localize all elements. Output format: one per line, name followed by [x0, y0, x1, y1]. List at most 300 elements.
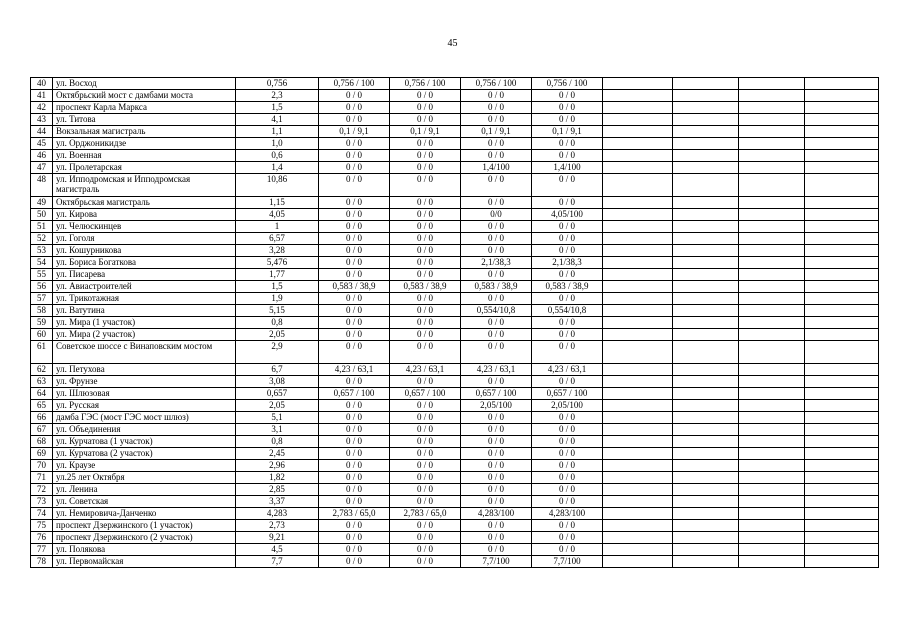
empty-cell: [739, 532, 805, 544]
empty-cell: [739, 448, 805, 460]
empty-cell: [739, 460, 805, 472]
value-cell-4: 0 / 0: [532, 317, 603, 329]
row-number-cell: 40: [31, 78, 53, 90]
value-cell-3: 1,4/100: [461, 162, 532, 174]
table-row: [31, 400, 879, 412]
empty-cell: [805, 197, 879, 209]
empty-cell: [739, 544, 805, 556]
row-number-cell: 64: [31, 388, 53, 400]
street-name-cell: ул. Петухова: [53, 364, 236, 376]
value-cell-1: 0 / 0: [319, 114, 390, 126]
empty-cell: [739, 197, 805, 209]
value-cell-4: 0 / 0: [532, 174, 603, 197]
empty-cell: [805, 448, 879, 460]
empty-cell: [603, 496, 673, 508]
value-cell-2: 0 / 0: [390, 496, 461, 508]
value-cell-4: 0 / 0: [532, 424, 603, 436]
empty-cell: [805, 138, 879, 150]
empty-cell: [673, 162, 739, 174]
empty-cell: [805, 269, 879, 281]
empty-cell: [673, 126, 739, 138]
value-cell-4: 0 / 0: [532, 341, 603, 364]
length-cell: 1,1: [236, 126, 319, 138]
value-cell-3: 0 / 0: [461, 520, 532, 532]
value-cell-1: 0 / 0: [319, 424, 390, 436]
value-cell-3: 0,657 / 100: [461, 388, 532, 400]
row-number-cell: 61: [31, 341, 53, 364]
empty-cell: [739, 90, 805, 102]
street-name-cell: ул. Челюскинцев: [53, 221, 236, 233]
street-name-cell: ул. Советская: [53, 496, 236, 508]
value-cell-2: 0 / 0: [390, 532, 461, 544]
street-name-cell: проспект Дзержинского (1 участок): [53, 520, 236, 532]
table-row: [31, 496, 879, 508]
value-cell-1: 0 / 0: [319, 376, 390, 388]
row-number-cell: 50: [31, 209, 53, 221]
empty-cell: [739, 209, 805, 221]
empty-cell: [673, 233, 739, 245]
row-number-cell: 60: [31, 329, 53, 341]
value-cell-3: 0 / 0: [461, 484, 532, 496]
empty-cell: [805, 317, 879, 329]
value-cell-4: 0 / 0: [532, 436, 603, 448]
value-cell-4: 2,1/38,3: [532, 257, 603, 269]
empty-cell: [603, 233, 673, 245]
value-cell-2: 0 / 0: [390, 293, 461, 305]
table-row: [31, 245, 879, 257]
empty-cell: [739, 126, 805, 138]
empty-cell: [805, 532, 879, 544]
row-number-cell: 52: [31, 233, 53, 245]
table-row: [31, 150, 879, 162]
empty-cell: [603, 269, 673, 281]
empty-cell: [673, 78, 739, 90]
table-row: [31, 329, 879, 341]
empty-cell: [603, 305, 673, 317]
row-number-cell: 78: [31, 556, 53, 568]
value-cell-4: 0,554/10,8: [532, 305, 603, 317]
empty-cell: [673, 496, 739, 508]
value-cell-4: 0,657 / 100: [532, 388, 603, 400]
table-row: [31, 341, 879, 364]
value-cell-4: 0 / 0: [532, 221, 603, 233]
empty-cell: [603, 544, 673, 556]
table-row: [31, 233, 879, 245]
street-name-cell: ул. Бориса Богаткова: [53, 257, 236, 269]
length-cell: 2,45: [236, 448, 319, 460]
empty-cell: [805, 150, 879, 162]
value-cell-1: 0 / 0: [319, 102, 390, 114]
value-cell-2: 0,657 / 100: [390, 388, 461, 400]
value-cell-3: 0 / 0: [461, 138, 532, 150]
empty-cell: [603, 400, 673, 412]
row-number-cell: 41: [31, 90, 53, 102]
value-cell-3: 0 / 0: [461, 197, 532, 209]
value-cell-3: 0/0: [461, 209, 532, 221]
row-number-cell: 72: [31, 484, 53, 496]
empty-cell: [673, 90, 739, 102]
empty-cell: [805, 293, 879, 305]
row-number-cell: 56: [31, 281, 53, 293]
value-cell-2: 0 / 0: [390, 269, 461, 281]
value-cell-4: 7,7/100: [532, 556, 603, 568]
empty-cell: [603, 412, 673, 424]
empty-cell: [805, 412, 879, 424]
table-row: [31, 174, 879, 197]
empty-cell: [673, 556, 739, 568]
value-cell-2: 0 / 0: [390, 257, 461, 269]
street-name-cell: Советское шоссе с Винаповским мостом: [53, 341, 236, 364]
value-cell-2: 2,783 / 65,0: [390, 508, 461, 520]
empty-cell: [603, 138, 673, 150]
table-row: [31, 305, 879, 317]
value-cell-4: 0 / 0: [532, 496, 603, 508]
value-cell-3: 0 / 0: [461, 329, 532, 341]
value-cell-1: 0 / 0: [319, 174, 390, 197]
value-cell-1: 0,657 / 100: [319, 388, 390, 400]
length-cell: 1: [236, 221, 319, 233]
row-number-cell: 65: [31, 400, 53, 412]
empty-cell: [739, 496, 805, 508]
street-name-cell: Октябрьская магистраль: [53, 197, 236, 209]
empty-cell: [673, 460, 739, 472]
table-row: [31, 317, 879, 329]
empty-cell: [603, 556, 673, 568]
value-cell-2: 0,583 / 38,9: [390, 281, 461, 293]
data-table: [30, 77, 879, 568]
empty-cell: [673, 412, 739, 424]
value-cell-1: 0 / 0: [319, 556, 390, 568]
value-cell-1: 0 / 0: [319, 162, 390, 174]
value-cell-2: 0 / 0: [390, 436, 461, 448]
value-cell-2: 0 / 0: [390, 412, 461, 424]
street-name-cell: ул. Первомайская: [53, 556, 236, 568]
street-name-cell: ул. Русская: [53, 400, 236, 412]
street-name-cell: ул. Ленина: [53, 484, 236, 496]
value-cell-2: 0 / 0: [390, 484, 461, 496]
table-row: [31, 197, 879, 209]
empty-cell: [739, 174, 805, 197]
value-cell-2: 0 / 0: [390, 400, 461, 412]
value-cell-1: 0 / 0: [319, 317, 390, 329]
length-cell: 3,1: [236, 424, 319, 436]
length-cell: 2,9: [236, 341, 319, 364]
empty-cell: [739, 556, 805, 568]
value-cell-4: 0 / 0: [532, 150, 603, 162]
street-name-cell: ул. Трикотажная: [53, 293, 236, 305]
empty-cell: [739, 472, 805, 484]
value-cell-1: 0 / 0: [319, 293, 390, 305]
empty-cell: [673, 400, 739, 412]
value-cell-1: 0 / 0: [319, 532, 390, 544]
empty-cell: [603, 317, 673, 329]
value-cell-4: 0 / 0: [532, 90, 603, 102]
value-cell-3: 0 / 0: [461, 233, 532, 245]
length-cell: 6,57: [236, 233, 319, 245]
row-number-cell: 47: [31, 162, 53, 174]
value-cell-3: 0,554/10,8: [461, 305, 532, 317]
empty-cell: [805, 436, 879, 448]
value-cell-1: 0 / 0: [319, 520, 390, 532]
street-name-cell: ул. Курчатова (1 участок): [53, 436, 236, 448]
street-name-cell: ул. Военная: [53, 150, 236, 162]
row-number-cell: 63: [31, 376, 53, 388]
value-cell-3: 0,756 / 100: [461, 78, 532, 90]
empty-cell: [603, 508, 673, 520]
empty-cell: [805, 508, 879, 520]
street-name-cell: ул. Авиастроителей: [53, 281, 236, 293]
row-number-cell: 68: [31, 436, 53, 448]
length-cell: 1,0: [236, 138, 319, 150]
value-cell-3: 4,23 / 63,1: [461, 364, 532, 376]
empty-cell: [805, 245, 879, 257]
table-row: [31, 293, 879, 305]
street-name-cell: проспект Дзержинского (2 участок): [53, 532, 236, 544]
length-cell: 6,7: [236, 364, 319, 376]
empty-cell: [739, 484, 805, 496]
value-cell-4: 0 / 0: [532, 114, 603, 126]
value-cell-1: 0 / 0: [319, 90, 390, 102]
length-cell: 3,28: [236, 245, 319, 257]
empty-cell: [603, 150, 673, 162]
row-number-cell: 51: [31, 221, 53, 233]
table-row: [31, 269, 879, 281]
empty-cell: [805, 174, 879, 197]
table-row: [31, 532, 879, 544]
empty-cell: [673, 257, 739, 269]
value-cell-3: 0 / 0: [461, 472, 532, 484]
value-cell-2: 0 / 0: [390, 138, 461, 150]
value-cell-4: 0 / 0: [532, 544, 603, 556]
street-name-cell: ул. Курчатова (2 участок): [53, 448, 236, 460]
empty-cell: [603, 174, 673, 197]
value-cell-3: 0,1 / 9,1: [461, 126, 532, 138]
row-number-cell: 77: [31, 544, 53, 556]
value-cell-3: 0 / 0: [461, 544, 532, 556]
value-cell-1: 0 / 0: [319, 472, 390, 484]
empty-cell: [739, 102, 805, 114]
empty-cell: [805, 102, 879, 114]
street-name-cell: ул. Фрунзе: [53, 376, 236, 388]
value-cell-4: 0 / 0: [532, 448, 603, 460]
table-row: [31, 162, 879, 174]
empty-cell: [673, 209, 739, 221]
length-cell: 2,85: [236, 484, 319, 496]
street-name-cell: ул. Мира (2 участок): [53, 329, 236, 341]
empty-cell: [739, 341, 805, 364]
value-cell-4: 0 / 0: [532, 484, 603, 496]
value-cell-1: 0 / 0: [319, 305, 390, 317]
value-cell-2: 0 / 0: [390, 174, 461, 197]
street-name-cell: проспект Карла Маркса: [53, 102, 236, 114]
street-name-cell: ул. Немировича-Данченко: [53, 508, 236, 520]
row-number-cell: 75: [31, 520, 53, 532]
empty-cell: [805, 90, 879, 102]
length-cell: 2,05: [236, 400, 319, 412]
value-cell-2: 0 / 0: [390, 424, 461, 436]
value-cell-4: 0 / 0: [532, 197, 603, 209]
value-cell-3: 0 / 0: [461, 496, 532, 508]
street-name-cell: ул. Кошурникова: [53, 245, 236, 257]
value-cell-1: 0 / 0: [319, 150, 390, 162]
value-cell-2: 0 / 0: [390, 341, 461, 364]
empty-cell: [739, 281, 805, 293]
table-row: [31, 460, 879, 472]
value-cell-2: 0 / 0: [390, 544, 461, 556]
empty-cell: [739, 78, 805, 90]
empty-cell: [603, 460, 673, 472]
empty-cell: [603, 436, 673, 448]
empty-cell: [673, 221, 739, 233]
row-number-cell: 45: [31, 138, 53, 150]
empty-cell: [603, 520, 673, 532]
row-number-cell: 73: [31, 496, 53, 508]
row-number-cell: 42: [31, 102, 53, 114]
empty-cell: [805, 544, 879, 556]
row-number-cell: 54: [31, 257, 53, 269]
length-cell: 0,8: [236, 317, 319, 329]
empty-cell: [805, 281, 879, 293]
length-cell: 1,5: [236, 281, 319, 293]
empty-cell: [739, 508, 805, 520]
value-cell-1: 0 / 0: [319, 138, 390, 150]
length-cell: 4,05: [236, 209, 319, 221]
length-cell: 4,5: [236, 544, 319, 556]
value-cell-4: 0,1 / 9,1: [532, 126, 603, 138]
street-name-cell: ул. Краузе: [53, 460, 236, 472]
table-row: [31, 364, 879, 376]
empty-cell: [673, 376, 739, 388]
empty-cell: [739, 162, 805, 174]
value-cell-4: 0 / 0: [532, 329, 603, 341]
table-row: [31, 544, 879, 556]
empty-cell: [805, 114, 879, 126]
value-cell-2: 0 / 0: [390, 90, 461, 102]
row-number-cell: 69: [31, 448, 53, 460]
length-cell: 0,657: [236, 388, 319, 400]
value-cell-1: 0 / 0: [319, 544, 390, 556]
value-cell-4: 0 / 0: [532, 412, 603, 424]
empty-cell: [805, 364, 879, 376]
row-number-cell: 43: [31, 114, 53, 126]
empty-cell: [739, 520, 805, 532]
value-cell-1: 0 / 0: [319, 400, 390, 412]
value-cell-2: 0 / 0: [390, 102, 461, 114]
empty-cell: [673, 197, 739, 209]
value-cell-4: 4,05/100: [532, 209, 603, 221]
table-row: [31, 448, 879, 460]
value-cell-3: 0 / 0: [461, 221, 532, 233]
empty-cell: [603, 221, 673, 233]
row-number-cell: 76: [31, 532, 53, 544]
length-cell: 5,1: [236, 412, 319, 424]
empty-cell: [673, 114, 739, 126]
row-number-cell: 70: [31, 460, 53, 472]
value-cell-4: 0 / 0: [532, 102, 603, 114]
value-cell-1: 0 / 0: [319, 341, 390, 364]
street-name-cell: ул. Ипподромская и Ипподромская магистраль: [53, 174, 236, 197]
row-number-cell: 67: [31, 424, 53, 436]
empty-cell: [739, 317, 805, 329]
value-cell-3: 4,283/100: [461, 508, 532, 520]
value-cell-1: 0 / 0: [319, 269, 390, 281]
value-cell-1: 0,583 / 38,9: [319, 281, 390, 293]
table-row: [31, 102, 879, 114]
table-row: [31, 436, 879, 448]
row-number-cell: 66: [31, 412, 53, 424]
street-name-cell: ул. Ватутина: [53, 305, 236, 317]
empty-cell: [603, 78, 673, 90]
empty-cell: [673, 150, 739, 162]
empty-cell: [739, 364, 805, 376]
empty-cell: [739, 233, 805, 245]
value-cell-1: 0 / 0: [319, 221, 390, 233]
value-cell-2: 4,23 / 63,1: [390, 364, 461, 376]
empty-cell: [805, 233, 879, 245]
empty-cell: [603, 364, 673, 376]
value-cell-4: 0 / 0: [532, 245, 603, 257]
empty-cell: [739, 412, 805, 424]
length-cell: 0,8: [236, 436, 319, 448]
table-row: [31, 114, 879, 126]
length-cell: 2,96: [236, 460, 319, 472]
table-row: [31, 376, 879, 388]
value-cell-3: 0 / 0: [461, 269, 532, 281]
value-cell-1: 0 / 0: [319, 329, 390, 341]
empty-cell: [603, 376, 673, 388]
empty-cell: [603, 90, 673, 102]
empty-cell: [603, 329, 673, 341]
empty-cell: [673, 245, 739, 257]
value-cell-1: 0 / 0: [319, 436, 390, 448]
value-cell-4: 0 / 0: [532, 293, 603, 305]
length-cell: 4,1: [236, 114, 319, 126]
empty-cell: [603, 257, 673, 269]
row-number-cell: 57: [31, 293, 53, 305]
page-number: 45: [447, 38, 458, 49]
empty-cell: [673, 174, 739, 197]
table-row: [31, 472, 879, 484]
length-cell: 9,21: [236, 532, 319, 544]
length-cell: 3,37: [236, 496, 319, 508]
table-row: [31, 412, 879, 424]
empty-cell: [603, 102, 673, 114]
value-cell-4: 0 / 0: [532, 138, 603, 150]
length-cell: 5,476: [236, 257, 319, 269]
empty-cell: [805, 78, 879, 90]
value-cell-3: 0 / 0: [461, 102, 532, 114]
length-cell: 0,756: [236, 78, 319, 90]
empty-cell: [739, 221, 805, 233]
table-row: [31, 508, 879, 520]
empty-cell: [673, 520, 739, 532]
street-name-cell: ул.25 лет Октября: [53, 472, 236, 484]
empty-cell: [805, 496, 879, 508]
street-name-cell: ул. Титова: [53, 114, 236, 126]
length-cell: 2,05: [236, 329, 319, 341]
street-name-cell: ул. Орджоникидзе: [53, 138, 236, 150]
value-cell-2: 0 / 0: [390, 317, 461, 329]
row-number-cell: 62: [31, 364, 53, 376]
empty-cell: [805, 376, 879, 388]
value-cell-1: 0,756 / 100: [319, 78, 390, 90]
value-cell-2: 0 / 0: [390, 162, 461, 174]
row-number-cell: 49: [31, 197, 53, 209]
value-cell-1: 0 / 0: [319, 209, 390, 221]
value-cell-4: 0 / 0: [532, 376, 603, 388]
empty-cell: [739, 376, 805, 388]
empty-cell: [673, 138, 739, 150]
